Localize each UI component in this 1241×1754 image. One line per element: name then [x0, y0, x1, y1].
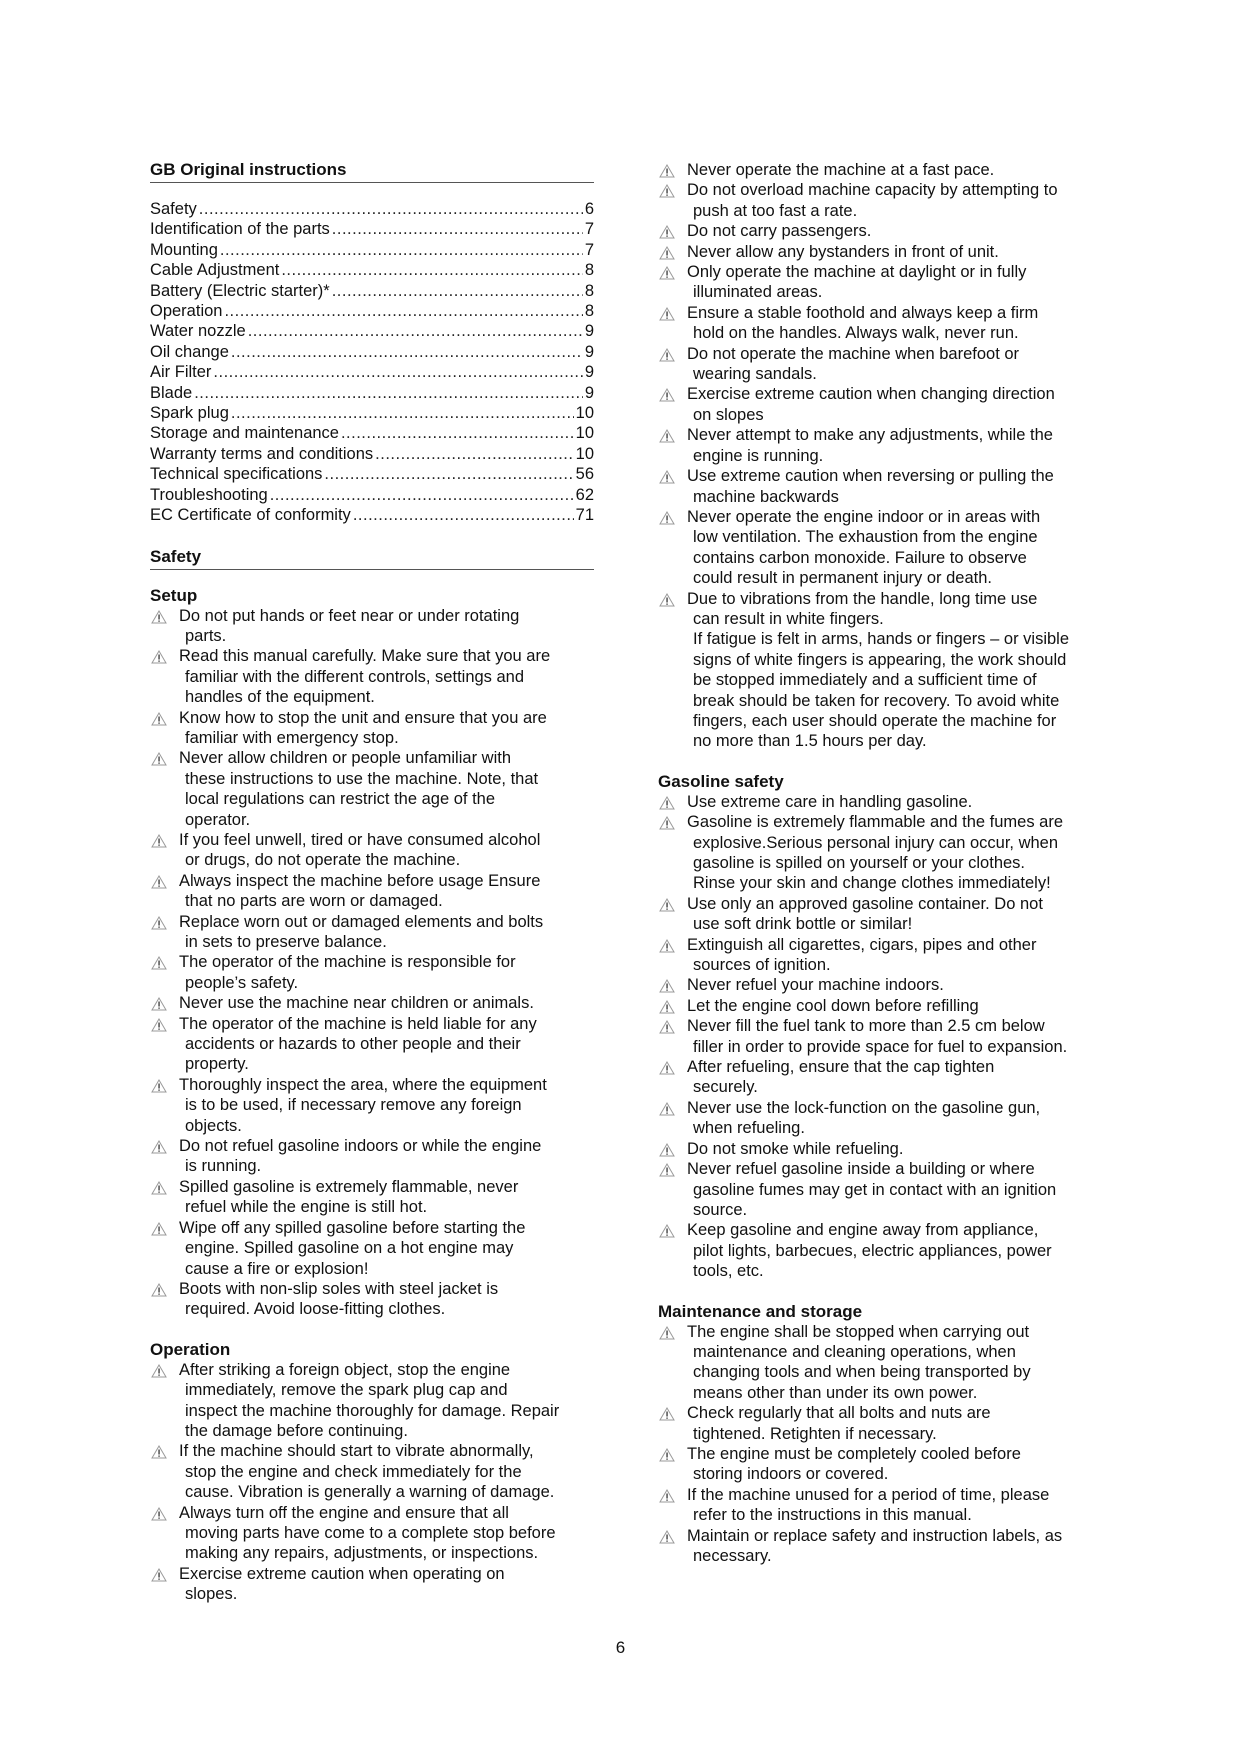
list-item-text: Do not operate the machine when barefoot or	[687, 344, 1020, 363]
list-item	[150, 912, 594, 953]
list-item	[658, 792, 1108, 812]
table-of-contents	[150, 199, 594, 526]
warning-triangle-icon	[151, 1567, 167, 1581]
toc-leader-dots	[375, 444, 573, 464]
warning-triangle-icon	[659, 592, 675, 606]
list-item-text: filler in order to provide space for fuel to expansion.	[693, 1037, 1068, 1056]
toc-entry	[150, 301, 594, 321]
list-item	[150, 830, 594, 871]
list-item	[658, 466, 1108, 507]
list-item	[150, 952, 594, 993]
list-item-text: immediately, remove the spark plug cap and	[185, 1381, 508, 1400]
list-item-text: Wipe off any spilled gasoline before starting the	[179, 1218, 526, 1237]
warning-triangle-icon	[659, 897, 675, 911]
toc-entry	[150, 260, 594, 280]
maintenance-heading: Maintenance and storage	[658, 1301, 863, 1321]
operation-continued-list	[658, 160, 1108, 752]
list-item-text: hold on the handles. Always walk, never run.	[693, 324, 1019, 343]
warning-triangle-icon	[659, 1488, 675, 1502]
list-item	[150, 1503, 594, 1564]
toc-page-number: 8	[584, 281, 594, 300]
list-item-text: Extinguish all cigarettes, cigars, pipes and other	[687, 935, 1037, 954]
list-item	[150, 993, 594, 1013]
list-item-text: Keep gasoline and engine away from appliance,	[687, 1221, 1039, 1240]
toc-label: Oil change	[150, 342, 229, 361]
list-item-text: Know how to stop the unit and ensure that you are	[179, 708, 547, 727]
list-item	[658, 1444, 1108, 1485]
toc-label: Blade	[150, 383, 193, 402]
warning-triangle-icon	[659, 1142, 675, 1156]
warning-triangle-icon	[151, 1139, 167, 1153]
toc-leader-dots	[213, 362, 582, 382]
operation-list	[150, 1360, 594, 1605]
list-item-text: cause. Vibration is generally a warning of damage.	[185, 1483, 555, 1502]
warning-triangle-icon	[151, 1180, 167, 1194]
list-item	[658, 1057, 1108, 1098]
list-item-text: inspect the machine thoroughly for damage. Repair	[185, 1401, 560, 1420]
list-item-text: break should be taken for recovery. To avoid white	[693, 691, 1060, 710]
list-item-text: pilot lights, barbecues, electric appliances, power	[693, 1241, 1052, 1260]
list-item-text: is to be used, if necessary remove any foreign	[185, 1096, 522, 1115]
toc-page-number: 10	[575, 424, 594, 443]
toc-entry	[150, 281, 594, 301]
list-item-text: Do not smoke while refueling.	[687, 1139, 904, 1158]
toc-entry	[150, 485, 594, 505]
toc-page-number: 8	[584, 261, 594, 280]
list-item	[658, 589, 1108, 752]
list-item-text: machine backwards	[693, 487, 839, 506]
list-item-text: refuel while the engine is still hot.	[185, 1198, 428, 1217]
list-item-text: After refueling, ensure that the cap tighten	[687, 1058, 995, 1077]
toc-entry	[150, 423, 594, 443]
warning-triangle-icon	[151, 955, 167, 969]
list-item-text: Do not put hands or feet near or under rotating	[179, 606, 520, 625]
list-item-text: Use extreme care in handling gasoline.	[687, 792, 973, 811]
list-item-text: Check regularly that all bolts and nuts are	[687, 1404, 991, 1423]
warning-triangle-icon	[659, 1101, 675, 1115]
toc-label: Storage and maintenance	[150, 424, 339, 443]
warning-triangle-icon	[659, 469, 675, 483]
list-item-text: Read this manual carefully. Make sure that you are	[179, 647, 551, 666]
toc-leader-dots	[231, 342, 583, 362]
toc-page-number: 9	[584, 342, 594, 361]
list-item-text: illuminated areas.	[693, 283, 823, 302]
setup-section	[150, 586, 594, 1320]
list-item-text: source.	[693, 1200, 748, 1219]
warning-triangle-icon	[151, 1282, 167, 1296]
list-item-text: Use only an approved gasoline container. Do not	[687, 894, 1043, 913]
toc-entry	[150, 403, 594, 423]
toc-label: Mounting	[150, 240, 218, 259]
gasoline-list	[658, 792, 1108, 1282]
document-title: GB Original instructions	[150, 160, 594, 183]
list-item-text: wearing sandals.	[693, 365, 817, 384]
list-item-text: when refueling.	[693, 1119, 805, 1138]
list-item	[150, 748, 594, 830]
toc-page-number: 10	[575, 404, 594, 423]
list-item-text: Never allow children or people unfamiliar with	[179, 749, 511, 768]
list-item	[150, 1136, 594, 1177]
warning-triangle-icon	[659, 306, 675, 320]
list-item	[150, 646, 594, 707]
list-item-text: The operator of the machine is held liable for any	[179, 1014, 537, 1033]
list-item	[658, 1403, 1108, 1444]
list-item-text: Exercise extreme caution when changing direction	[687, 385, 1055, 404]
toc-page-number: 7	[584, 240, 594, 259]
list-item-text: Never use the lock-function on the gasoline gun,	[687, 1098, 1041, 1117]
list-item-text: If the machine unused for a period of time, please	[687, 1485, 1050, 1504]
toc-page-number: 71	[575, 506, 594, 525]
list-item	[150, 1279, 594, 1320]
toc-entry	[150, 383, 594, 403]
list-item	[658, 975, 1108, 995]
list-item-text: Spilled gasoline is extremely flammable, never	[179, 1177, 519, 1196]
warning-triangle-icon	[659, 1060, 675, 1074]
list-item-text: Thoroughly inspect the area, where the equipment	[179, 1075, 547, 1094]
list-item-text: Due to vibrations from the handle, long time use	[687, 589, 1038, 608]
list-item-text: Let the engine cool down before refilling	[687, 996, 979, 1015]
list-item	[150, 871, 594, 912]
list-item-text: Never fill the fuel tank to more than 2.5 cm below	[687, 1017, 1045, 1036]
toc-leader-dots	[341, 423, 574, 443]
toc-label: Troubleshooting	[150, 485, 268, 504]
list-item	[658, 221, 1108, 241]
toc-label: EC Certificate of conformity	[150, 506, 351, 525]
warning-triangle-icon	[659, 1223, 675, 1237]
list-item-text: no more than 1.5 hours per day.	[693, 732, 927, 751]
list-item-text: Only operate the machine at daylight or in fully	[687, 263, 1027, 282]
list-item-text: familiar with emergency stop.	[185, 728, 399, 747]
list-item-text: If the machine should start to vibrate abnormally,	[179, 1442, 534, 1461]
warning-triangle-icon	[659, 183, 675, 197]
list-item	[150, 606, 594, 647]
list-item	[150, 708, 594, 749]
list-item-text: familiar with the different controls, settings and	[185, 667, 525, 686]
list-item-text: property.	[185, 1055, 249, 1074]
toc-page-number: 10	[575, 444, 594, 463]
warning-triangle-icon	[659, 1162, 675, 1176]
list-item-text: is running.	[185, 1157, 262, 1176]
warning-triangle-icon	[151, 915, 167, 929]
list-item-text: handles of the equipment.	[185, 688, 375, 707]
list-item-text: moving parts have come to a complete stop before	[185, 1523, 556, 1542]
warning-triangle-icon	[659, 163, 675, 177]
list-item-text: on slopes	[693, 405, 764, 424]
toc-page-number: 6	[584, 200, 594, 218]
warning-triangle-icon	[659, 1529, 675, 1543]
list-item-text: Never use the machine near children or animals.	[179, 994, 534, 1013]
toc-entry	[150, 321, 594, 341]
list-item-text: parts.	[185, 626, 227, 645]
warning-triangle-icon	[151, 649, 167, 663]
list-item-text: stop the engine and check immediately for the	[185, 1462, 522, 1481]
list-item-text: that no parts are worn or damaged.	[185, 892, 443, 911]
list-item-text: signs of white fingers is appearing, the work should	[693, 650, 1067, 669]
list-item-text: The engine must be completely cooled before	[687, 1444, 1021, 1463]
warning-triangle-icon	[151, 1363, 167, 1377]
warning-triangle-icon	[659, 224, 675, 238]
list-item-text: use soft drink bottle or similar!	[693, 915, 913, 934]
warning-triangle-icon	[659, 815, 675, 829]
list-item-text: necessary.	[693, 1547, 772, 1565]
list-item-text: tools, etc.	[693, 1262, 764, 1281]
setup-heading: Setup	[150, 585, 198, 605]
toc-label: Operation	[150, 302, 223, 321]
list-item	[658, 1322, 1108, 1404]
operation-heading: Operation	[150, 1339, 231, 1359]
toc-page-number: 7	[584, 220, 594, 239]
list-item-text: people’s safety.	[185, 973, 299, 992]
list-item	[150, 1360, 594, 1442]
warning-triangle-icon	[659, 1447, 675, 1461]
list-item-text: Rinse your skin and change clothes immediately!	[693, 874, 1051, 893]
list-item-text: engine is running.	[693, 446, 824, 465]
list-item-text: changing tools and when being transported by	[693, 1363, 1031, 1382]
page-number: 6	[615, 1638, 626, 1657]
toc-entry	[150, 240, 594, 260]
list-item	[150, 1177, 594, 1218]
list-item-text: in sets to preserve balance.	[185, 933, 387, 951]
list-item-text: The engine shall be stopped when carrying out	[687, 1322, 1030, 1341]
list-item-text: accidents or hazards to other people and their	[185, 1035, 521, 1054]
gasoline-section	[658, 772, 1108, 1282]
list-item-text: sources of ignition.	[693, 956, 831, 975]
list-item-text: gasoline is spilled on yourself or your clothes.	[693, 854, 1026, 872]
list-item-text: If fatigue is felt in arms, hands or fingers – or visible	[693, 630, 1070, 649]
warning-triangle-icon	[659, 1019, 675, 1033]
list-item-text: Boots with non-slip soles with steel jacket is	[179, 1279, 499, 1298]
list-item	[658, 996, 1108, 1016]
right-column	[658, 160, 1108, 1566]
list-item-text: engine. Spilled gasoline on a hot engine may	[185, 1239, 514, 1258]
toc-entry	[150, 464, 594, 484]
list-item-text: fingers, each user should operate the machine for	[693, 711, 1057, 730]
list-item-text: Never refuel your machine indoors.	[687, 976, 944, 995]
list-item-text: Always inspect the machine before usage Ensure	[179, 871, 541, 890]
list-item	[658, 384, 1108, 425]
warning-triangle-icon	[151, 833, 167, 847]
warning-triangle-icon	[659, 938, 675, 952]
gasoline-heading: Gasoline safety	[658, 771, 784, 791]
warning-triangle-icon	[659, 347, 675, 361]
operation-section	[150, 1340, 594, 1605]
list-item-text: refer to the instructions in this manual.	[693, 1506, 972, 1525]
safety-heading: Safety	[150, 547, 594, 570]
list-item	[658, 242, 1108, 262]
warning-triangle-icon	[659, 978, 675, 992]
list-item-text: Never attempt to make any adjustments, while the	[687, 426, 1053, 445]
toc-leader-dots	[220, 240, 583, 260]
toc-leader-dots	[248, 321, 583, 341]
toc-entry	[150, 444, 594, 464]
toc-label: Spark plug	[150, 404, 229, 423]
list-item	[658, 507, 1108, 589]
list-item	[658, 425, 1108, 466]
maintenance-section	[658, 1302, 1108, 1567]
toc-page-number: 8	[584, 302, 594, 321]
toc-page-number: 56	[575, 465, 594, 484]
warning-triangle-icon	[659, 1325, 675, 1339]
list-item-text: gasoline fumes may get in contact with an ignition	[693, 1180, 1057, 1199]
list-item-text: Always turn off the engine and ensure that all	[179, 1503, 509, 1522]
list-item	[150, 1014, 594, 1075]
list-item-text: contains carbon monoxide. Failure to observe	[693, 548, 1027, 567]
list-item-text: or drugs, do not operate the machine.	[185, 851, 461, 870]
warning-triangle-icon	[659, 245, 675, 259]
toc-leader-dots	[224, 301, 582, 321]
list-item	[658, 1220, 1108, 1281]
list-item-text: Replace worn out or damaged elements and bolts	[179, 912, 544, 931]
toc-label: Identification of the parts	[150, 220, 330, 239]
list-item	[658, 303, 1108, 344]
list-item	[658, 344, 1108, 385]
list-item-text: means other than under its own power.	[693, 1383, 978, 1402]
list-item-text: objects.	[185, 1116, 242, 1135]
list-item-text: storing indoors or covered.	[693, 1465, 889, 1484]
list-item-text: explosive.Serious personal injury can occur, when	[693, 833, 1059, 852]
list-item-text: Never operate the engine indoor or in areas with	[687, 507, 1041, 526]
list-item	[658, 894, 1108, 935]
list-item-text: low ventilation. The exhaustion from the engine	[693, 528, 1038, 547]
warning-triangle-icon	[659, 999, 675, 1013]
list-item	[150, 1075, 594, 1136]
toc-leader-dots	[270, 485, 574, 505]
list-item-text: Do not overload machine capacity by attempting to	[687, 181, 1058, 200]
toc-label: Warranty terms and conditions	[150, 444, 374, 463]
toc-entry	[150, 199, 594, 219]
warning-triangle-icon	[151, 874, 167, 888]
list-item	[658, 180, 1108, 221]
list-item	[658, 1159, 1108, 1220]
list-item-text: these instructions to use the machine. Note, that	[185, 769, 539, 788]
list-item-text: tightened. Retighten if necessary.	[693, 1424, 937, 1443]
list-item-text: Ensure a stable foothold and always keep a firm	[687, 303, 1039, 322]
toc-page-number: 9	[584, 322, 594, 341]
toc-page-number: 9	[584, 383, 594, 402]
list-item	[658, 935, 1108, 976]
list-item	[150, 1564, 594, 1605]
setup-list	[150, 606, 594, 1320]
list-item-text: can result in white fingers.	[693, 609, 884, 628]
toc-leader-dots	[332, 281, 583, 301]
list-item-text: slopes.	[185, 1585, 238, 1604]
list-item-text: Do not carry passengers.	[687, 222, 872, 241]
toc-leader-dots	[281, 260, 582, 280]
toc-entry	[150, 342, 594, 362]
toc-leader-dots	[231, 403, 574, 423]
list-item-text: making any repairs, adjustments, or inspections.	[185, 1544, 539, 1563]
list-item	[658, 1016, 1108, 1057]
list-item-text: Do not refuel gasoline indoors or while the engine	[179, 1137, 542, 1156]
toc-page-number: 9	[584, 363, 594, 382]
list-item-text: Use extreme caution when reversing or pulling the	[687, 467, 1054, 486]
maintenance-list	[658, 1322, 1108, 1567]
list-item-text: Never refuel gasoline inside a building or where	[687, 1160, 1035, 1179]
list-item	[658, 1485, 1108, 1526]
warning-triangle-icon	[151, 1506, 167, 1520]
warning-triangle-icon	[659, 1406, 675, 1420]
warning-triangle-icon	[151, 711, 167, 725]
list-item-text: Exercise extreme caution when operating on	[179, 1564, 505, 1583]
warning-triangle-icon	[659, 428, 675, 442]
toc-label: Safety	[150, 200, 197, 218]
list-item-text: Maintain or replace safety and instruction labels, as	[687, 1526, 1063, 1545]
list-item	[658, 1139, 1108, 1159]
toc-label: Water nozzle	[150, 322, 246, 341]
list-item	[658, 160, 1108, 180]
list-item-text: Never operate the machine at a fast pace.	[687, 161, 995, 179]
list-item-text: push at too fast a rate.	[693, 201, 858, 220]
toc-leader-dots	[353, 505, 574, 525]
list-item	[658, 1526, 1108, 1567]
toc-leader-dots	[324, 464, 573, 484]
warning-triangle-icon	[659, 387, 675, 401]
warning-triangle-icon	[151, 1444, 167, 1458]
list-item-text: be stopped immediately and a sufficient time of	[693, 671, 1037, 690]
list-item	[150, 1441, 594, 1502]
list-item	[658, 262, 1108, 303]
list-item-text: Gasoline is extremely flammable and the fumes are	[687, 813, 1064, 832]
toc-label: Air Filter	[150, 363, 212, 382]
toc-page-number: 62	[575, 485, 594, 504]
list-item	[150, 1218, 594, 1279]
warning-triangle-icon	[151, 1221, 167, 1235]
list-item-text: Never allow any bystanders in front of unit.	[687, 242, 999, 261]
toc-label: Cable Adjustment	[150, 261, 280, 280]
list-item-text: could result in permanent injury or death.	[693, 569, 992, 588]
list-item	[658, 812, 1108, 894]
warning-triangle-icon	[151, 996, 167, 1010]
warning-triangle-icon	[151, 751, 167, 765]
warning-triangle-icon	[151, 1078, 167, 1092]
list-item-text: The operator of the machine is responsible for	[179, 953, 516, 972]
warning-triangle-icon	[151, 609, 167, 623]
warning-triangle-icon	[151, 1017, 167, 1031]
list-item-text: the damage before continuing.	[185, 1421, 408, 1440]
toc-entry	[150, 505, 594, 525]
warning-triangle-icon	[659, 510, 675, 524]
toc-leader-dots	[332, 219, 583, 239]
list-item-text: cause a fire or explosion!	[185, 1259, 369, 1278]
list-item-text: required. Avoid loose-fitting clothes.	[185, 1300, 446, 1319]
left-column	[150, 160, 594, 1605]
list-item-text: local regulations can restrict the age of the	[185, 790, 496, 809]
warning-triangle-icon	[659, 265, 675, 279]
list-item	[658, 1098, 1108, 1139]
list-item-text: After striking a foreign object, stop the engine	[179, 1360, 511, 1379]
list-item-text: operator.	[185, 810, 251, 829]
toc-label: Battery (Electric starter)*	[150, 281, 330, 300]
list-item-text: securely.	[693, 1078, 758, 1097]
list-item-text: maintenance and cleaning operations, when	[693, 1342, 1016, 1361]
list-item-text: If you feel unwell, tired or have consumed alcohol	[179, 830, 541, 849]
warning-triangle-icon	[659, 795, 675, 809]
toc-leader-dots	[199, 199, 583, 219]
toc-leader-dots	[194, 383, 583, 403]
toc-entry	[150, 219, 594, 239]
toc-entry	[150, 362, 594, 382]
toc-label: Technical specifications	[150, 465, 323, 484]
